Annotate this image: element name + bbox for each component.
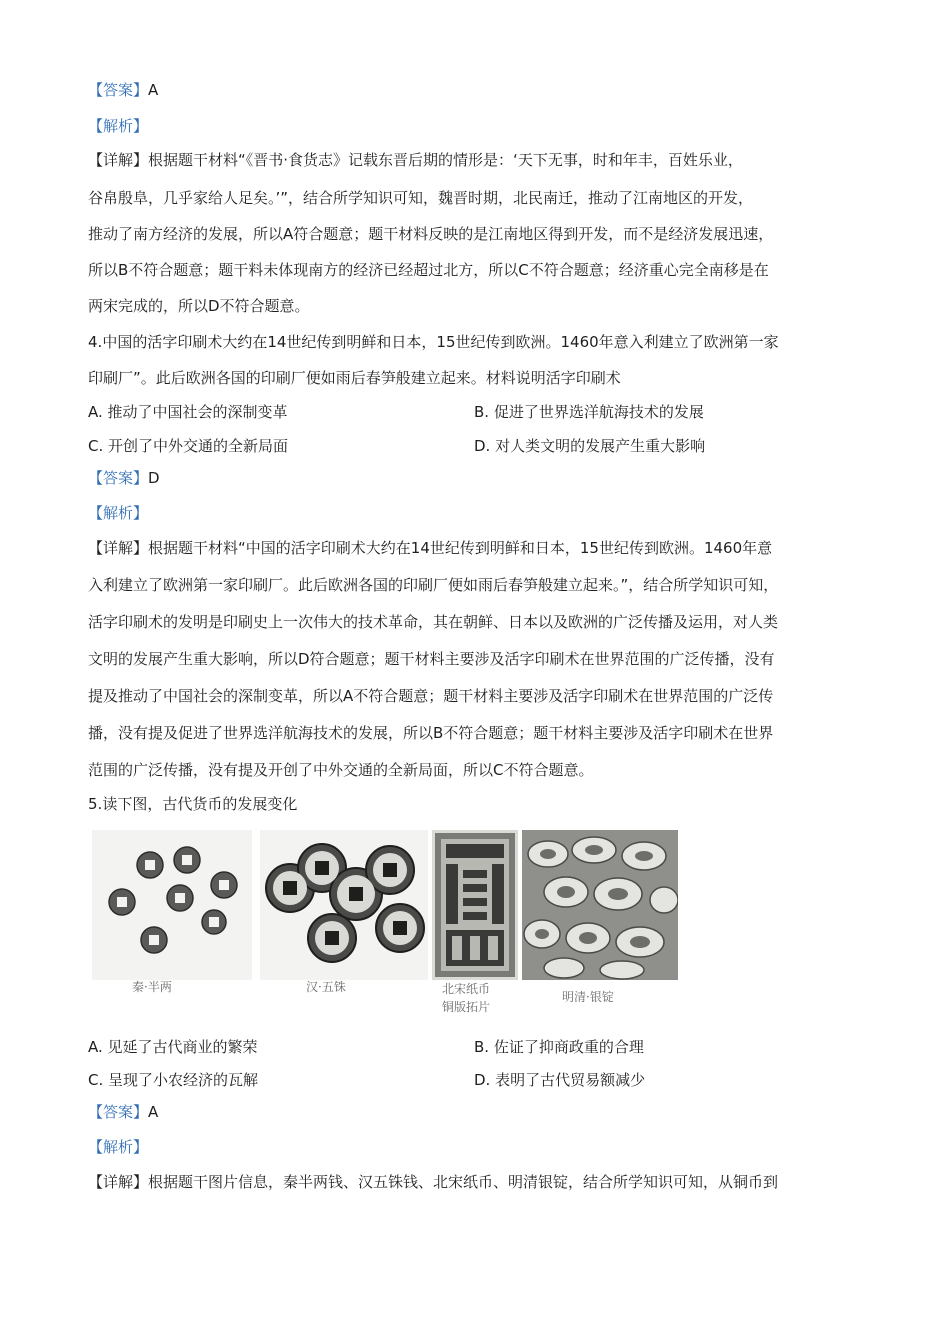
- answer-value: A: [148, 1103, 159, 1121]
- song-paper-money-image: [432, 830, 518, 980]
- detail-tag: 【详解】: [88, 151, 149, 169]
- detail-tag: 【详解】: [88, 539, 149, 557]
- q5-detail-line-1: [88, 1172, 878, 1192]
- caption-song-2: 铜版拓片: [442, 1000, 491, 1014]
- q3-detail-line-3: 推动了南方经济的发展，所以A符合题意；题干材料反映的是江南地区得到开发，而不是经济发展迅速，: [88, 225, 774, 243]
- q3-detail-line-4: 所以B不符合题意；题干料未体现南方的经济已经超过北方，所以C不符合题意；经济重心完全南移是在: [88, 261, 769, 279]
- q4-stem-line-2: 印刷厂”。此后欧洲各国的印刷厂便如雨后春笋般建立起来。材料说明活字印刷术: [88, 369, 621, 387]
- analysis-tag: 【解析】: [88, 1138, 149, 1156]
- q4-detail-line-1: [88, 538, 878, 558]
- currency-figure: [92, 830, 678, 1016]
- q4-answer-line: [88, 468, 878, 488]
- paper-money-illustration: [432, 830, 518, 980]
- han-coins-illustration: [260, 830, 428, 980]
- detail-text: 根据题干材料“中国的活字印刷术大约在14世纪传到明鲜和日本，15世纪传到欧洲。1460年意: [148, 539, 773, 557]
- q3-detail-line-5: 两宋完成的，所以D不符合题意。: [88, 297, 310, 315]
- q5-option-b: B. 佐证了抑商政重的合理: [474, 1038, 644, 1056]
- caption-qin: 秦·半两: [132, 980, 172, 994]
- qin-banliang-image: [92, 830, 252, 980]
- q4-option-a: A. 推动了中国社会的深制变革: [88, 403, 288, 421]
- q4-option-c: C. 开创了中外交通的全新局面: [88, 437, 289, 455]
- question-number: 5.: [88, 795, 103, 813]
- q4-detail-line-5: 提及推动了中国社会的深制变革，所以A不符合题意；题干材料主要涉及活字印刷术在世界范围的广泛传: [88, 687, 774, 705]
- q3-detail-line-1: [88, 150, 878, 170]
- q5-analysis-line: [88, 1137, 878, 1157]
- answer-tag: 【答案】: [88, 469, 149, 487]
- q4-detail-line-2: 入利建立了欧洲第一家印刷厂。此后欧洲各国的印刷厂便如雨后春笋般建立起来。”，结合所学知识可知，: [88, 576, 779, 594]
- caption-mingqing: 明清·银锭: [562, 990, 614, 1004]
- caption-han: 汉·五铢: [306, 980, 346, 994]
- q3-answer-line: [88, 80, 878, 100]
- answer-value: A: [148, 81, 159, 99]
- analysis-tag: 【解析】: [88, 504, 149, 522]
- q5-option-a: A. 见延了古代商业的繁荣: [88, 1038, 258, 1056]
- detail-text: 根据题干图片信息，秦半两钱、汉五铢钱、北宋纸币、明清银锭，结合所学知识可知，从铜币到: [148, 1173, 779, 1191]
- stem-text: 读下图，古代货币的发展变化: [102, 795, 298, 813]
- q3-detail-line-2: 谷帛殷阜，几乎家给人足矣。’”，结合所学知识可知，魏晋时期，北民南迁，推动了江南地区的开发，: [88, 189, 754, 207]
- q4-analysis-line: [88, 503, 878, 523]
- han-wuzhu-image: [260, 830, 428, 980]
- mingqing-silver-image: [522, 830, 678, 980]
- detail-text: 根据题干材料“《晋书·食货志》记载东晋后期的情形是：‘天下无事，时和年丰，百姓乐业，: [148, 151, 743, 169]
- analysis-tag: 【解析】: [88, 117, 149, 135]
- caption-song-1: 北宋纸币: [442, 982, 491, 996]
- q4-detail-line-7: 范围的广泛传播，没有提及开创了中外交通的全新局面，所以C不符合题意。: [88, 761, 594, 779]
- stem-text: 中国的活字印刷术大约在14世纪传到明鲜和日本，15世纪传到欧洲。1460年意入利建立了欧洲第一家: [102, 333, 779, 351]
- answer-tag: 【答案】: [88, 81, 149, 99]
- q4-option-d: D. 对人类文明的发展产生重大影响: [474, 437, 706, 455]
- q4-detail-line-6: 播，没有提及促进了世界选洋航海技术的发展，所以B不符合题意；题干材料主要涉及活字印刷术在世界: [88, 724, 774, 742]
- q5-option-d: D. 表明了古代贸易额减少: [474, 1071, 646, 1089]
- q4-option-b: B. 促进了世界选洋航海技术的发展: [474, 403, 704, 421]
- q5-stem-line: [88, 794, 878, 814]
- q5-option-c: C. 呈现了小农经济的瓦解: [88, 1071, 259, 1089]
- answer-tag: 【答案】: [88, 1103, 149, 1121]
- qin-coins-illustration: [92, 830, 252, 980]
- q3-analysis-line: [88, 116, 878, 136]
- question-number: 4.: [88, 333, 103, 351]
- q4-detail-line-4: 文明的发展产生重大影响，所以D符合题意；题干材料主要涉及活字印刷术在世界范围的广泛传播，没有: [88, 650, 775, 668]
- detail-tag: 【详解】: [88, 1173, 149, 1191]
- q4-stem-line-1: [88, 332, 878, 352]
- q5-answer-line: [88, 1102, 878, 1122]
- silver-ingots-illustration: [522, 830, 678, 980]
- answer-value: D: [148, 469, 160, 487]
- q4-detail-line-3: 活字印刷术的发明是印刷史上一次伟大的技术革命，其在朝鲜、日本以及欧洲的广泛传播及运用，对人类: [88, 613, 779, 631]
